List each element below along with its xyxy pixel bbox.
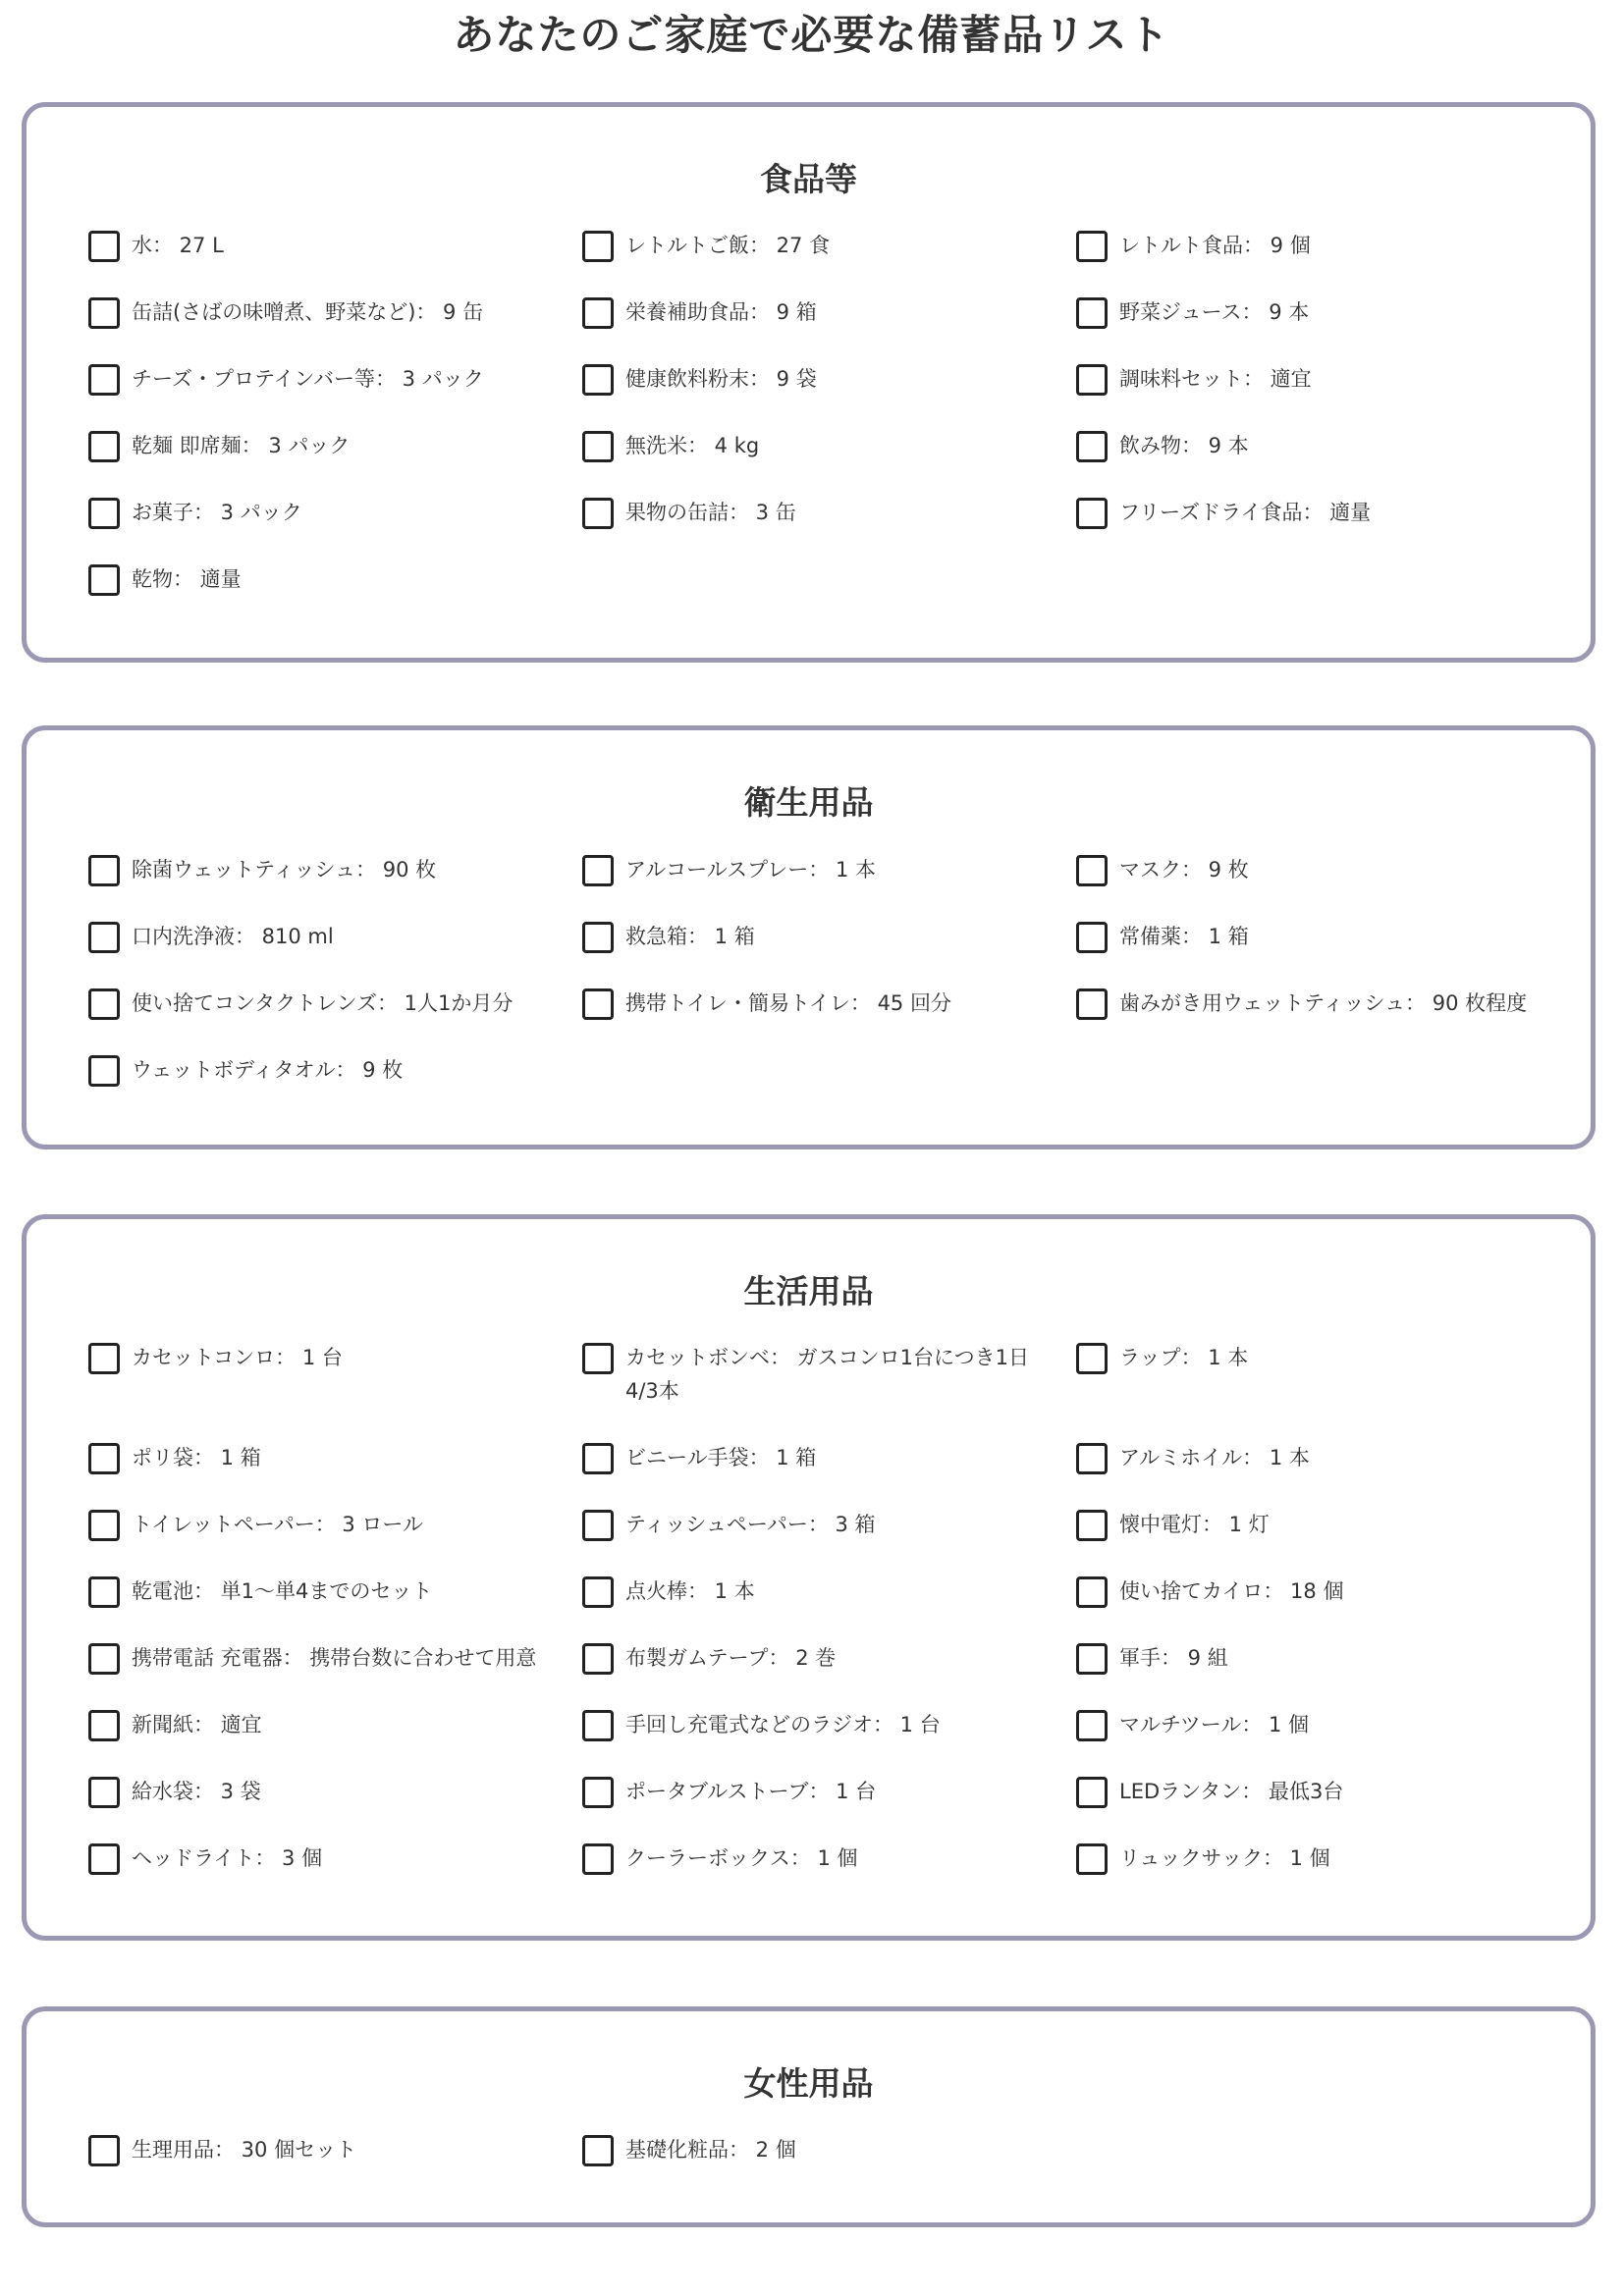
checklist-grid xyxy=(85,229,1558,629)
item-label: 飲み物： 9 本 xyxy=(1119,434,1249,457)
checklist-item[interactable] xyxy=(1073,1575,1558,1641)
checklist-item[interactable] xyxy=(85,229,579,295)
checkbox[interactable] xyxy=(88,431,120,462)
checkbox[interactable] xyxy=(1076,988,1108,1020)
checkbox[interactable] xyxy=(1076,1343,1108,1374)
checklist-item[interactable] xyxy=(579,496,1073,562)
item-label: 基礎化粧品： 2 個 xyxy=(625,2138,796,2162)
checkbox[interactable] xyxy=(88,1443,120,1474)
checkbox[interactable] xyxy=(582,1843,614,1875)
checkbox[interactable] xyxy=(1076,1510,1108,1541)
item-label: 使い捨てカイロ： 18 個 xyxy=(1119,1579,1344,1603)
checkbox[interactable] xyxy=(582,1510,614,1541)
item-label: レトルト食品： 9 個 xyxy=(1119,234,1311,257)
item-label: 点火棒： 1 本 xyxy=(625,1579,755,1603)
checkbox[interactable] xyxy=(582,297,614,329)
checklist-item[interactable] xyxy=(579,229,1073,295)
item-label: 生理用品： 30 個セット xyxy=(132,2138,357,2162)
item-label: 乾麺 即席麺： 3 パック xyxy=(132,434,351,457)
item-label: レトルトご飯： 27 食 xyxy=(625,234,831,257)
checkbox[interactable] xyxy=(88,1777,120,1808)
checklist-item[interactable] xyxy=(579,2133,1073,2200)
checkbox[interactable] xyxy=(88,1643,120,1675)
item-label: 携帯電話 充電器： 携帯台数に合わせて用意 xyxy=(132,1646,537,1670)
item-label: マスク： 9 枚 xyxy=(1119,858,1249,881)
checkbox[interactable] xyxy=(582,988,614,1020)
checklist-item[interactable] xyxy=(85,562,579,629)
item-label: ラップ： 1 本 xyxy=(1119,1346,1249,1369)
item-label: カセットコンロ： 1 台 xyxy=(132,1346,343,1369)
checkbox[interactable] xyxy=(88,564,120,596)
checklist-item[interactable] xyxy=(1073,1641,1558,1708)
checkbox[interactable] xyxy=(1076,1576,1108,1608)
item-label: 布製ガムテープ： 2 巻 xyxy=(625,1646,837,1670)
checkbox[interactable] xyxy=(88,1843,120,1875)
item-label: ウェットボディタオル： 9 枚 xyxy=(132,1058,404,1082)
item-label: 水： 27 L xyxy=(132,234,224,257)
checklist-item[interactable] xyxy=(1073,1508,1558,1575)
checklist-grid xyxy=(85,2133,1558,2200)
checklist-item[interactable] xyxy=(85,1775,579,1842)
item-label: 除菌ウェットティッシュ： 90 枚 xyxy=(132,858,437,881)
checklist-item[interactable] xyxy=(1073,1708,1558,1775)
item-label: 口内洗浄液： 810 ml xyxy=(132,925,334,948)
checkbox[interactable] xyxy=(88,922,120,953)
item-label: フリーズドライ食品： 適量 xyxy=(1119,501,1372,524)
item-label: アルミホイル： 1 本 xyxy=(1119,1446,1310,1469)
checklist-item[interactable] xyxy=(1073,295,1558,362)
item-label: 歯みがき用ウェットティッシュ： 90 枚程度 xyxy=(1119,991,1528,1015)
item-label: 懐中電灯： 1 灯 xyxy=(1119,1513,1270,1536)
section-title: 衛生用品 xyxy=(743,783,874,822)
checkbox[interactable] xyxy=(88,2135,120,2166)
checkbox[interactable] xyxy=(582,2135,614,2166)
checkbox[interactable] xyxy=(582,498,614,529)
checkbox[interactable] xyxy=(582,1343,614,1374)
checkbox[interactable] xyxy=(1076,1443,1108,1474)
checklist-item[interactable] xyxy=(579,1441,1073,1508)
section-title: 女性用品 xyxy=(743,2064,874,2103)
item-label: 栄養補助食品： 9 箱 xyxy=(625,300,817,324)
checkbox[interactable] xyxy=(582,1777,614,1808)
checkbox[interactable] xyxy=(1076,855,1108,886)
item-label: クーラーボックス： 1 個 xyxy=(625,1846,858,1870)
item-label: リュックサック： 1 個 xyxy=(1119,1846,1330,1870)
checkbox[interactable] xyxy=(88,988,120,1020)
checklist-item[interactable] xyxy=(1073,920,1558,987)
checklist-item[interactable] xyxy=(579,1775,1073,1842)
item-label: アルコールスプレー： 1 本 xyxy=(625,858,876,881)
checklist-item[interactable] xyxy=(85,853,579,920)
item-label: 救急箱： 1 箱 xyxy=(625,925,755,948)
item-label: 乾物： 適量 xyxy=(132,567,242,591)
checklist-item[interactable] xyxy=(579,295,1073,362)
checkbox[interactable] xyxy=(1076,1843,1108,1875)
checklist-item[interactable] xyxy=(85,1341,579,1441)
checklist-item[interactable] xyxy=(85,1641,579,1708)
section-hygiene xyxy=(22,725,1596,1149)
checklist-grid xyxy=(85,1341,1558,1908)
checklist-item[interactable] xyxy=(85,920,579,987)
item-label: 手回し充電式などのラジオ： 1 台 xyxy=(625,1713,941,1736)
checkbox[interactable] xyxy=(1076,1643,1108,1675)
checkbox[interactable] xyxy=(88,231,120,262)
checkbox[interactable] xyxy=(1076,1710,1108,1741)
item-label: 乾電池： 単1〜単4までのセット xyxy=(132,1579,433,1603)
checklist-item[interactable] xyxy=(579,1641,1073,1708)
section-womens-goods xyxy=(22,2006,1596,2227)
item-label: 軍手： 9 組 xyxy=(1119,1646,1228,1670)
checkbox[interactable] xyxy=(88,364,120,396)
checklist-item[interactable] xyxy=(85,1508,579,1575)
checkbox[interactable] xyxy=(1076,1777,1108,1808)
checklist-item[interactable] xyxy=(579,362,1073,429)
section-food xyxy=(22,102,1596,663)
item-label: 果物の缶詰： 3 缶 xyxy=(625,501,796,524)
checklist-item[interactable] xyxy=(579,853,1073,920)
item-label: ティッシュペーパー： 3 箱 xyxy=(625,1513,876,1536)
checkbox[interactable] xyxy=(1076,364,1108,396)
checklist-item[interactable] xyxy=(1073,496,1558,562)
checklist-item[interactable] xyxy=(579,1341,1073,1441)
item-label: マルチツール： 1 個 xyxy=(1119,1713,1310,1736)
item-label: ポリ袋： 1 箱 xyxy=(132,1446,261,1469)
checklist-item[interactable] xyxy=(579,1842,1073,1908)
checklist-item[interactable] xyxy=(579,987,1073,1053)
checklist-item[interactable] xyxy=(85,496,579,562)
checklist-item[interactable] xyxy=(85,362,579,429)
checklist-item[interactable] xyxy=(85,295,579,362)
item-label: 野菜ジュース： 9 本 xyxy=(1119,300,1310,324)
checklist-item[interactable] xyxy=(1073,362,1558,429)
checkbox[interactable] xyxy=(88,1055,120,1087)
checkbox[interactable] xyxy=(582,1576,614,1608)
checkbox[interactable] xyxy=(1076,922,1108,953)
item-label: 無洗米： 4 kg xyxy=(625,434,760,457)
checkbox[interactable] xyxy=(582,431,614,462)
checklist-item[interactable] xyxy=(1073,429,1558,496)
item-label: ポータブルストーブ： 1 台 xyxy=(625,1780,877,1803)
checklist-item[interactable] xyxy=(1073,987,1558,1053)
checkbox[interactable] xyxy=(1076,231,1108,262)
checklist-item[interactable] xyxy=(85,1708,579,1775)
checklist-item[interactable] xyxy=(1073,853,1558,920)
checkbox[interactable] xyxy=(88,1710,120,1741)
checkbox[interactable] xyxy=(582,1643,614,1675)
section-title: 食品等 xyxy=(760,160,857,198)
checklist-item[interactable] xyxy=(85,987,579,1053)
item-label: お菓子： 3 パック xyxy=(132,501,302,524)
checklist-item[interactable] xyxy=(85,1441,579,1508)
checklist-item[interactable] xyxy=(579,429,1073,496)
item-label: 携帯トイレ・簡易トイレ： 45 回分 xyxy=(625,991,951,1015)
checkbox[interactable] xyxy=(1076,498,1108,529)
item-label: LEDランタン： 最低3台 xyxy=(1119,1780,1344,1803)
item-label: カセットボンベ： ガスコンロ1台につき1日 4/3本 xyxy=(625,1346,1029,1403)
item-label: ビニール手袋： 1 箱 xyxy=(625,1446,817,1469)
section-daily-goods xyxy=(22,1214,1596,1941)
checklist-item[interactable] xyxy=(579,1575,1073,1641)
checklist-item[interactable] xyxy=(579,1508,1073,1575)
checkbox[interactable] xyxy=(582,855,614,886)
checkbox[interactable] xyxy=(88,1576,120,1608)
checklist-item[interactable] xyxy=(579,1708,1073,1775)
item-label: 給水袋： 3 袋 xyxy=(132,1780,261,1803)
checkbox[interactable] xyxy=(88,1343,120,1374)
item-label: トイレットペーパー： 3 ロール xyxy=(132,1513,423,1536)
checklist-item[interactable] xyxy=(85,1842,579,1908)
checkbox[interactable] xyxy=(582,1443,614,1474)
item-label: 使い捨てコンタクトレンズ： 1人1か月分 xyxy=(132,991,514,1015)
item-label: 常備薬： 1 箱 xyxy=(1119,925,1249,948)
checkbox[interactable] xyxy=(582,364,614,396)
checkbox[interactable] xyxy=(582,1710,614,1741)
checklist-item[interactable] xyxy=(1073,1341,1558,1441)
item-label: 新聞紙： 適宜 xyxy=(132,1713,262,1736)
checkbox[interactable] xyxy=(582,231,614,262)
item-label: 調味料セット： 適宜 xyxy=(1119,367,1312,391)
checklist-item[interactable] xyxy=(85,1575,579,1641)
checkbox[interactable] xyxy=(88,855,120,886)
checklist-grid xyxy=(85,853,1558,1120)
checkbox[interactable] xyxy=(88,1510,120,1541)
item-label: 健康飲料粉末： 9 袋 xyxy=(625,367,817,391)
checklist-item[interactable] xyxy=(1073,229,1558,295)
item-label: ヘッドライト： 3 個 xyxy=(132,1846,323,1870)
checklist-item[interactable] xyxy=(85,1053,579,1120)
checkbox[interactable] xyxy=(1076,431,1108,462)
checklist-item[interactable] xyxy=(1073,1441,1558,1508)
section-title: 生活用品 xyxy=(743,1272,874,1310)
checklist-item[interactable] xyxy=(579,920,1073,987)
item-label: チーズ・プロテインバー等： 3 パック xyxy=(132,367,484,391)
checklist-item[interactable] xyxy=(1073,1842,1558,1908)
checklist-item[interactable] xyxy=(85,429,579,496)
checkbox[interactable] xyxy=(582,922,614,953)
checklist-item[interactable] xyxy=(1073,1775,1558,1842)
checkbox[interactable] xyxy=(1076,297,1108,329)
checkbox[interactable] xyxy=(88,297,120,329)
checkbox[interactable] xyxy=(88,498,120,529)
checklist-item[interactable] xyxy=(85,2133,579,2200)
page-title: あなたのご家庭で必要な備蓄品リスト xyxy=(453,11,1170,59)
item-label: 缶詰(さばの味噌煮、野菜など)： 9 缶 xyxy=(132,300,484,324)
